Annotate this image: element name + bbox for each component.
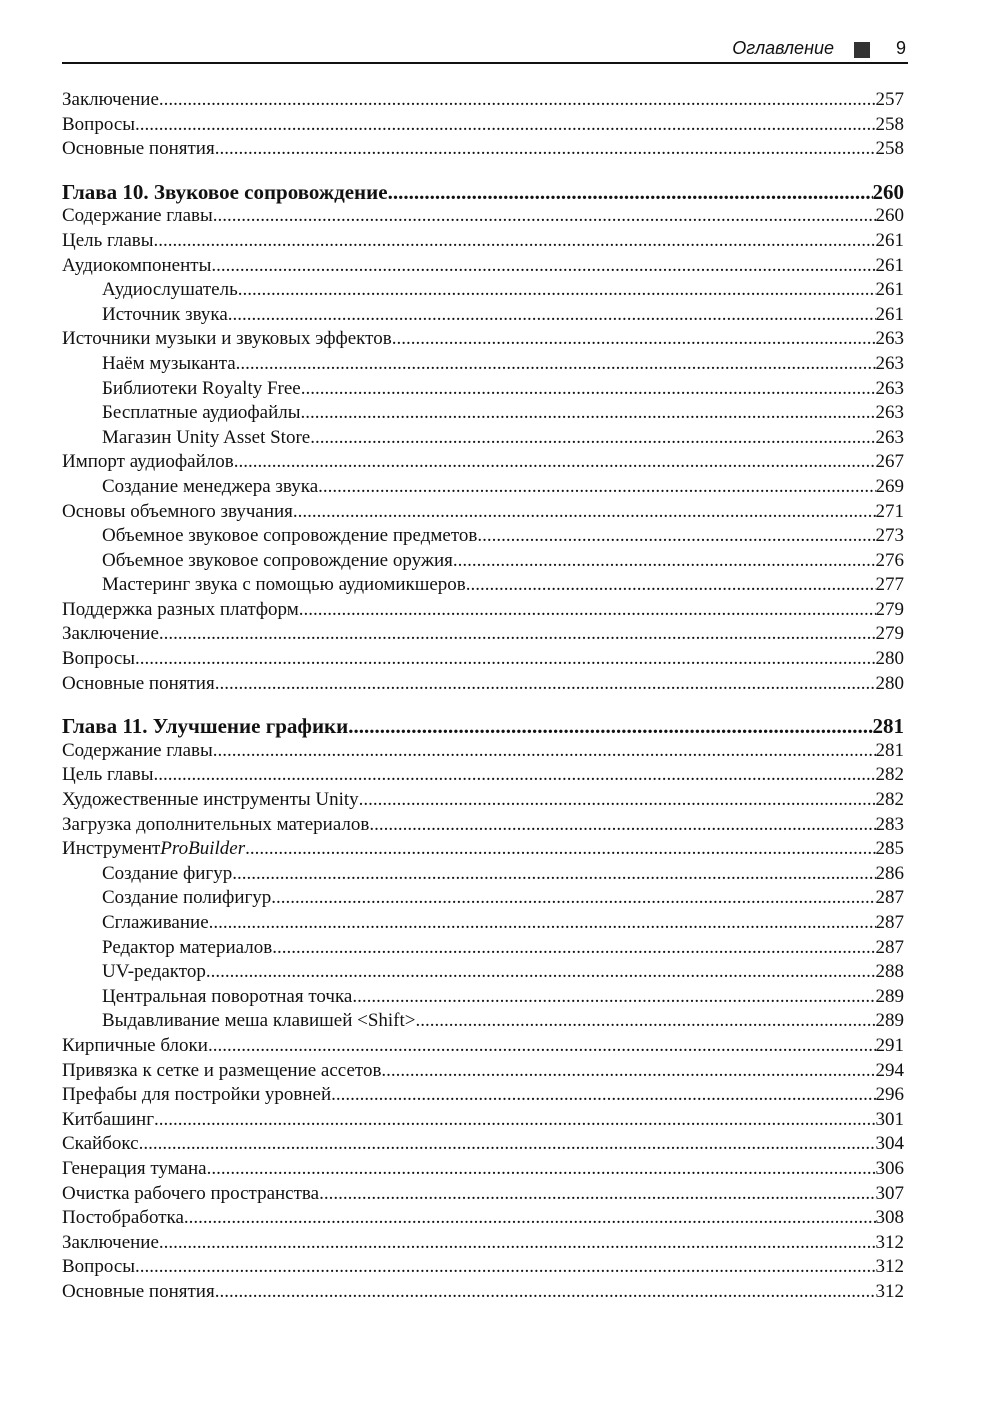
entry-page: 296: [875, 1084, 904, 1106]
entry-page: 287: [875, 936, 904, 958]
dot-leader: [381, 1059, 875, 1084]
dot-leader: [331, 1083, 875, 1108]
running-header-title: Оглавление: [732, 38, 834, 58]
entry-title: Вопросы: [62, 113, 136, 135]
dot-leader: [228, 303, 876, 328]
entry-page: 261: [875, 279, 904, 301]
entry-page: 279: [875, 598, 904, 620]
toc-entry[interactable]: [62, 450, 904, 475]
toc-entry[interactable]: [62, 352, 904, 377]
dot-leader: [215, 1280, 876, 1305]
dot-leader: [206, 960, 876, 985]
dot-leader: [135, 647, 875, 672]
entry-title: Библиотеки Royalty Free: [102, 377, 301, 399]
toc-entry[interactable]: [62, 254, 904, 279]
toc-entry[interactable]: [62, 88, 904, 113]
entry-page: 258: [875, 138, 904, 160]
entry-title: Содержание главы: [62, 205, 213, 227]
entry-page: 282: [875, 764, 904, 786]
entry-title: Кирпичные блоки: [62, 1034, 208, 1056]
dot-leader: [139, 1132, 876, 1157]
entry-page: 312: [875, 1231, 904, 1253]
entry-page: 263: [875, 426, 904, 448]
entry-page: 288: [875, 961, 904, 983]
entry-title: Объемное звуковое сопровождение оружия: [102, 549, 453, 571]
entry-title: Глава 11. Улучшение графики: [62, 714, 349, 739]
entry-title: Наём музыканта: [102, 352, 236, 374]
dot-leader: [318, 475, 875, 500]
dot-leader: [271, 886, 875, 911]
toc-entry[interactable]: [62, 1157, 904, 1182]
toc-entry[interactable]: [62, 1231, 904, 1256]
entry-page: 273: [875, 525, 904, 547]
entry-page: 304: [875, 1133, 904, 1155]
entry-page: 261: [875, 229, 904, 251]
entry-title: Основы объемного звучания: [62, 500, 293, 522]
dot-leader: [159, 88, 876, 113]
dot-leader: [208, 1034, 876, 1059]
entry-title: Сглаживание: [102, 912, 209, 933]
dot-leader: [416, 1009, 876, 1034]
entry-title: Аудиокомпоненты: [62, 254, 212, 276]
dot-leader: [234, 450, 876, 475]
dot-leader: [245, 837, 875, 862]
entry-page: 306: [875, 1157, 904, 1179]
toc-entry[interactable]: [62, 426, 904, 451]
entry-title: Мастеринг звука с помощью аудиомикшеров: [102, 574, 466, 596]
entry-title: Постобработка: [62, 1207, 184, 1229]
entry-page: 277: [875, 574, 904, 596]
toc-entry[interactable]: [62, 813, 904, 838]
entry-title: UV-редактор: [102, 961, 206, 983]
entry-page: 263: [875, 377, 904, 399]
page-number: 9: [895, 38, 906, 58]
toc-entry[interactable]: [62, 401, 904, 426]
entry-title: Создание менеджера звука: [102, 475, 319, 497]
chapter-entry[interactable]: [62, 180, 904, 205]
dot-leader: [209, 911, 876, 936]
dot-leader: [301, 401, 876, 426]
dot-leader: [211, 254, 875, 279]
toc-entry[interactable]: [62, 500, 904, 525]
entry-title: Создание полифигур: [102, 887, 272, 909]
dot-leader: [213, 204, 876, 229]
toc-entry[interactable]: [62, 911, 904, 936]
entry-title: Содержание главы: [62, 739, 213, 761]
toc-entry[interactable]: [62, 788, 904, 813]
entry-page: 289: [875, 985, 904, 1007]
toc-entry[interactable]: [62, 303, 904, 328]
entry-page: 280: [875, 672, 904, 694]
entry-title: Объемное звуковое сопровождение предметов: [102, 525, 478, 547]
entry-title: Создание фигур: [102, 862, 233, 884]
toc-entry[interactable]: [62, 1132, 904, 1157]
entry-page: 280: [875, 648, 904, 670]
entry-title: Загрузка дополнительных материалов: [62, 813, 370, 835]
toc-entry[interactable]: [62, 598, 904, 623]
toc-entry[interactable]: [62, 278, 904, 303]
entry-page: 263: [875, 352, 904, 374]
dot-leader: [466, 573, 876, 598]
entry-title: Префабы для постройки уровней: [62, 1084, 332, 1106]
dot-leader: [184, 1206, 876, 1231]
entry-title: Основные понятия: [62, 672, 215, 694]
dot-leader: [135, 113, 875, 138]
entry-title: Скайбокс: [62, 1133, 139, 1155]
entry-title: Поддержка разных платформ: [62, 598, 299, 620]
entry-title: Основные понятия: [62, 1280, 215, 1302]
toc-entry[interactable]: [62, 763, 904, 788]
entry-title: Источники музыки и звуковых эффектов: [62, 328, 392, 350]
dot-leader: [453, 549, 876, 574]
entry-title: Цель главы: [62, 764, 154, 786]
entry-title: Заключение: [62, 1231, 159, 1253]
entry-title: Привязка к сетке и размещение ассетов: [62, 1059, 382, 1081]
entry-title: Редактор материалов: [102, 936, 273, 958]
entry-title: Выдавливание меша клавишей <Shift>: [102, 1010, 416, 1032]
dot-leader: [299, 598, 876, 623]
entry-title: Инструмент: [62, 838, 161, 860]
dot-leader: [238, 278, 876, 303]
toc-entry[interactable]: [62, 960, 904, 985]
entry-page: 269: [875, 475, 904, 497]
toc-entry[interactable]: [62, 886, 904, 911]
toc-entry[interactable]: [62, 1255, 904, 1280]
toc-entry[interactable]: [62, 137, 904, 162]
entry-page: 289: [875, 1010, 904, 1032]
entry-title: Центральная поворотная точка: [102, 985, 353, 1007]
entry-title: Глава 10. Звуковое сопровождение: [62, 179, 388, 204]
entry-page: 308: [875, 1207, 904, 1229]
square-marker-icon: [854, 42, 870, 58]
dot-leader: [207, 1157, 876, 1182]
entry-title: Источник звука: [102, 303, 228, 325]
entry-page: 285: [875, 838, 904, 860]
entry-title: Магазин Unity Asset Store: [102, 426, 311, 448]
entry-title: Импорт аудиофайлов: [62, 451, 234, 473]
entry-page: 263: [875, 402, 904, 424]
entry-page: 260: [875, 205, 904, 227]
toc-entry[interactable]: [62, 327, 904, 352]
toc-entry[interactable]: [62, 113, 904, 138]
toc-entry[interactable]: [62, 377, 904, 402]
entry-page: 287: [875, 912, 904, 933]
dot-leader: [135, 1255, 875, 1280]
toc-entry[interactable]: [62, 1059, 904, 1084]
entry-title: Заключение: [62, 89, 159, 110]
dot-leader: [348, 714, 872, 739]
dot-leader: [236, 352, 876, 377]
entry-page: 301: [875, 1108, 904, 1130]
entry-page: 276: [875, 549, 904, 571]
dot-leader: [215, 672, 876, 697]
entry-page: 260: [872, 179, 904, 204]
entry-page: 286: [875, 862, 904, 884]
toc-entry[interactable]: [62, 549, 904, 574]
dot-leader: [359, 788, 876, 813]
entry-page: 271: [875, 500, 904, 522]
dot-leader: [477, 524, 875, 549]
toc-entry[interactable]: [62, 204, 904, 229]
toc-entry[interactable]: [62, 475, 904, 500]
toc-entry[interactable]: [62, 573, 904, 598]
toc-entry[interactable]: [62, 1206, 904, 1231]
dot-leader: [301, 377, 876, 402]
entry-page: 267: [875, 451, 904, 473]
toc-entry[interactable]: [62, 1108, 904, 1133]
entry-title: Аудиослушатель: [102, 279, 238, 301]
toc-entry[interactable]: [62, 739, 904, 764]
entry-title: Китбашинг: [62, 1108, 155, 1130]
toc-entry[interactable]: [62, 936, 904, 961]
entry-page: 294: [875, 1059, 904, 1081]
chapter-entry[interactable]: [62, 714, 904, 739]
toc-entry[interactable]: [62, 672, 904, 697]
entry-title: Вопросы: [62, 1256, 136, 1278]
entry-page: 312: [875, 1280, 904, 1302]
toc-entry[interactable]: [62, 1083, 904, 1108]
dot-leader: [293, 500, 876, 525]
toc-entry[interactable]: [62, 622, 904, 647]
dot-leader: [388, 180, 873, 205]
entry-title: Художественные инструменты Unity: [62, 789, 359, 811]
entry-title: Основные понятия: [62, 138, 215, 160]
dot-leader: [232, 862, 875, 887]
toc-entry[interactable]: [62, 647, 904, 672]
entry-title: Вопросы: [62, 648, 136, 670]
entry-page: 282: [875, 789, 904, 811]
running-header: [62, 38, 908, 64]
dot-leader: [154, 229, 876, 254]
toc-entry[interactable]: [62, 837, 904, 862]
entry-title: Цель главы: [62, 229, 154, 251]
entry-page: 312: [875, 1256, 904, 1278]
entry-title: Генерация тумана: [62, 1157, 207, 1179]
entry-page: 261: [875, 303, 904, 325]
toc-entry[interactable]: [62, 1182, 904, 1207]
dot-leader: [159, 1231, 876, 1256]
dot-leader: [392, 327, 876, 352]
entry-page: 257: [875, 89, 904, 110]
dot-leader: [352, 985, 875, 1010]
dot-leader: [215, 137, 876, 162]
toc-entry[interactable]: [62, 862, 904, 887]
entry-page: 281: [872, 714, 904, 739]
toc-entry[interactable]: [62, 524, 904, 549]
dot-leader: [154, 763, 876, 788]
entry-page: 281: [875, 739, 904, 761]
dot-leader: [159, 622, 876, 647]
entry-page: 261: [875, 254, 904, 276]
dot-leader: [369, 813, 875, 838]
toc-entry[interactable]: [62, 1280, 904, 1305]
dot-leader: [310, 426, 875, 451]
entry-title-italic: ProBuilder: [160, 838, 246, 860]
entry-page: 307: [875, 1182, 904, 1204]
dot-leader: [213, 739, 876, 764]
entry-page: 258: [875, 113, 904, 135]
entry-title: Заключение: [62, 623, 159, 645]
table-of-contents: [62, 88, 904, 1305]
toc-entry[interactable]: [62, 229, 904, 254]
entry-page: 287: [875, 887, 904, 909]
toc-entry[interactable]: [62, 1009, 904, 1034]
dot-leader: [319, 1182, 875, 1207]
entry-page: 263: [875, 328, 904, 350]
dot-leader: [272, 936, 875, 961]
entry-title: Бесплатные аудиофайлы: [102, 402, 301, 424]
entry-page: 283: [875, 813, 904, 835]
dot-leader: [154, 1108, 875, 1133]
toc-entry[interactable]: [62, 1034, 904, 1059]
entry-page: 279: [875, 623, 904, 645]
entry-page: 291: [875, 1034, 904, 1056]
entry-title: Очистка рабочего пространства: [62, 1182, 320, 1204]
toc-entry[interactable]: [62, 985, 904, 1010]
